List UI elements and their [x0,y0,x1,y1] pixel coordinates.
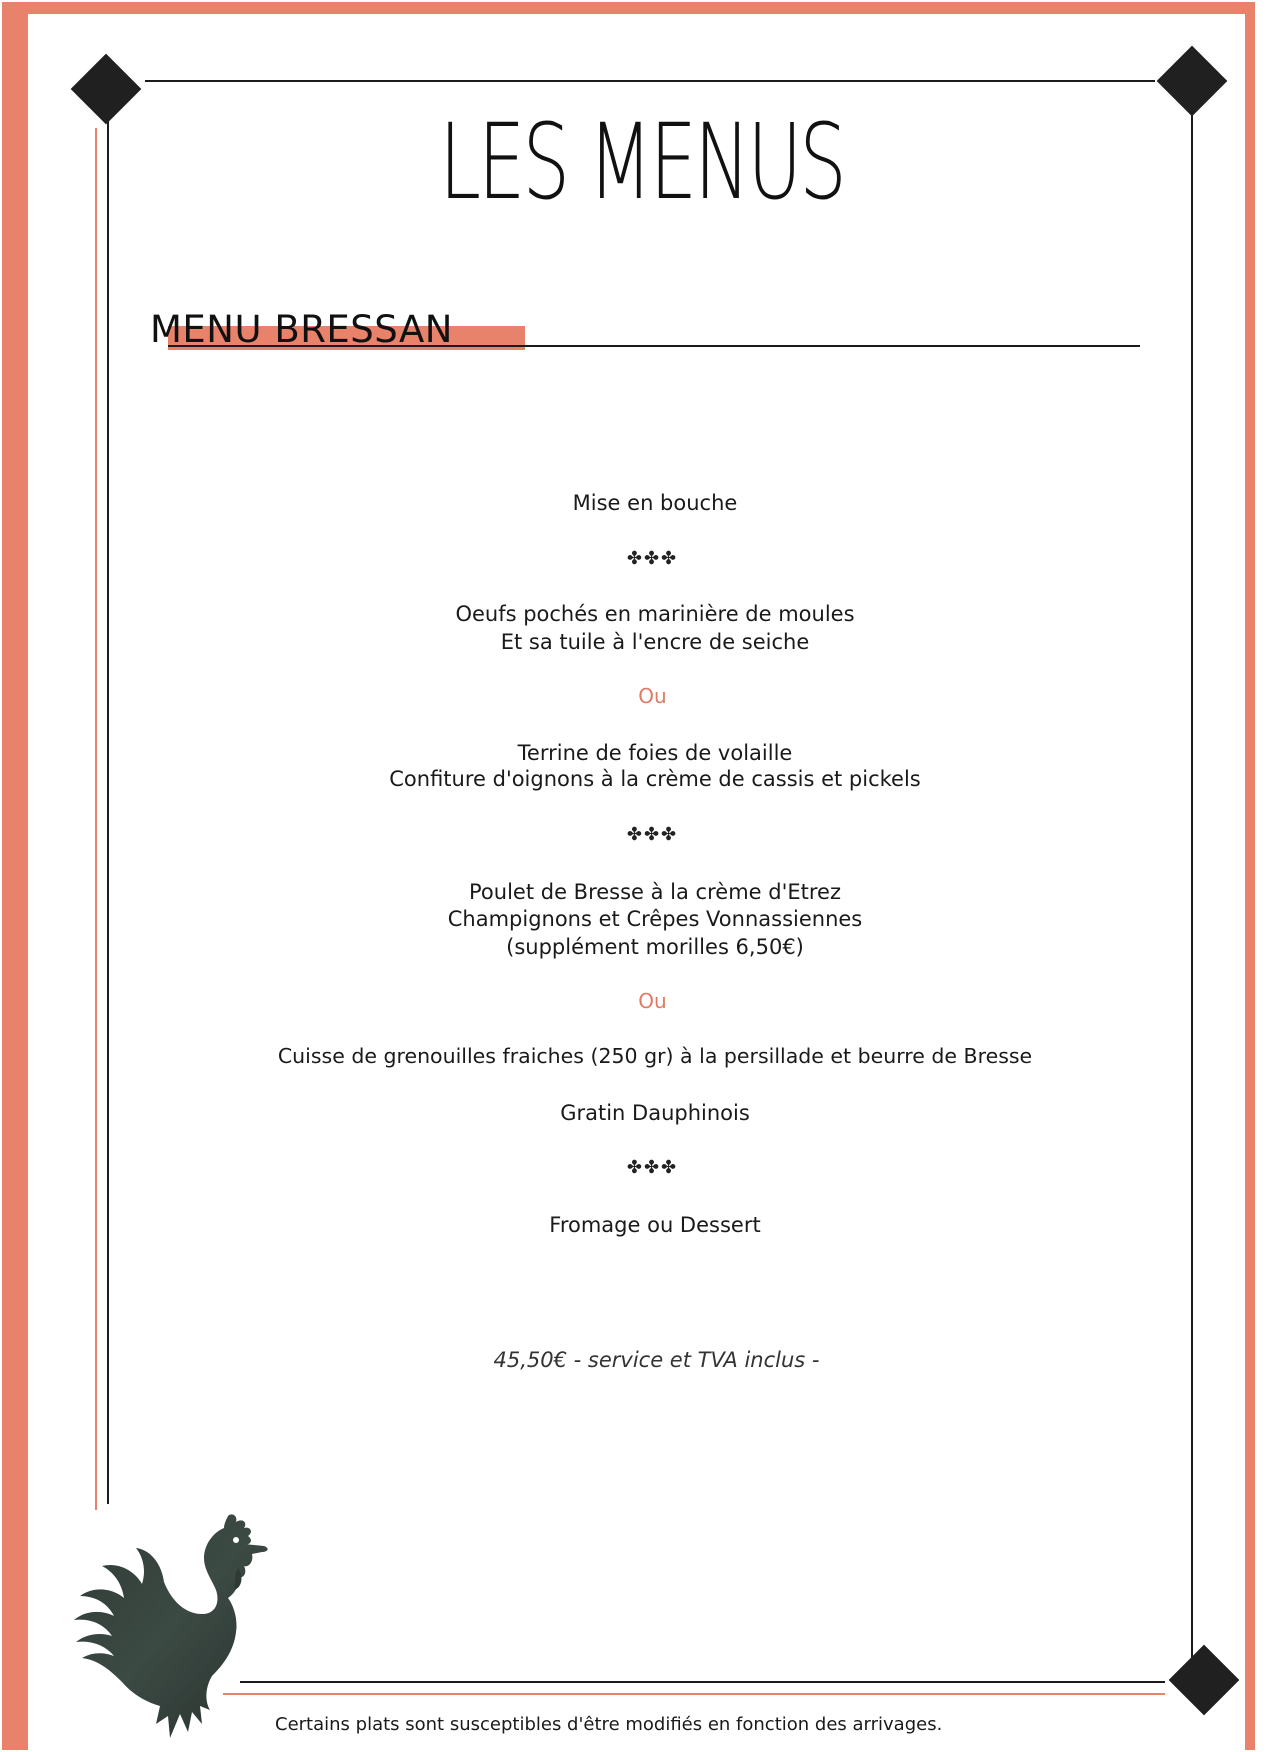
main-1-line-2: Champignons et Crêpes Vonnassiennes [447,907,863,931]
or-label-1: Ou [638,684,667,708]
footer-note: Certains plats sont susceptibles d'être modifiés en fonction des arrivages. [275,1714,943,1735]
starter-1-line-1: Oeufs pochés en marinière de moules [455,602,855,626]
or-label-2: Ou [638,989,667,1013]
frame-bottom-line [240,1681,1165,1683]
starter-2-line-2: Confiture d'oignons à la crème de cassis et pickels [389,767,921,791]
starter-2-line-1: Terrine de foies de volaille [517,741,793,765]
price-text: 45,50€ - service et TVA inclus - [493,1348,820,1372]
page-title: LES MENUS [439,101,844,223]
main-2: Cuisse de grenouilles fraiches (250 gr) à la persillade et beurre de Bresse [277,1044,1033,1068]
frame-top-line [145,80,1155,82]
frame-bottom-accent-line [223,1693,1165,1695]
menu-amuse: Mise en bouche [572,491,738,515]
separator-3: ✤✤✤ [626,1157,679,1178]
frame-left-line [107,104,109,1504]
main-1-line-1: Poulet de Bresse à la crème d'Etrez [469,880,841,904]
separator-2: ✤✤✤ [626,824,679,845]
separator-1: ✤✤✤ [626,548,679,569]
starter-1-line-2: Et sa tuile à l'encre de seiche [500,630,810,654]
rooster-icon [68,1510,308,1746]
section-title: MENU BRESSAN [150,308,453,351]
side-dish: Gratin Dauphinois [560,1101,750,1125]
main-1-line-3: (supplément morilles 6,50€) [506,935,804,959]
finish-course: Fromage ou Dessert [549,1213,761,1237]
page-border [2,2,1255,1750]
frame-left-accent-line [95,128,97,1510]
